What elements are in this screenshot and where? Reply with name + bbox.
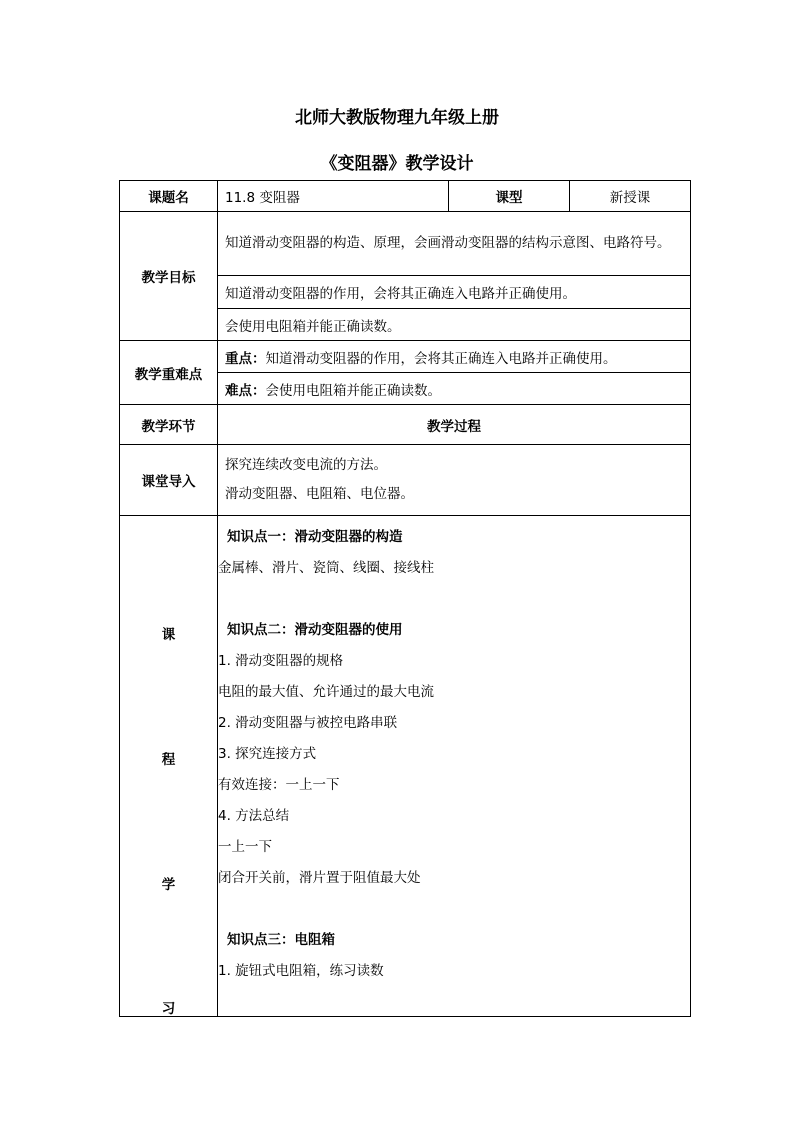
process-line: 1. 滑动变阻器的规格 (218, 653, 344, 669)
difficult-point (218, 373, 691, 405)
process-row (120, 516, 691, 1017)
difficult-point-label: 难点： (225, 382, 266, 399)
intro-content (218, 445, 691, 516)
lesson-plan-table (119, 180, 691, 1017)
blank-line (218, 584, 690, 615)
knowledge-point-heading: 知识点二：滑动变阻器的使用 (227, 622, 403, 638)
process-content (218, 516, 691, 1017)
document-title: 北师大教版物理九年级上册 (295, 108, 499, 128)
lesson-type-value: 新授课 (570, 181, 691, 212)
process-line: 闭合开关前，滑片置于阻值最大处 (218, 870, 421, 886)
process-line: 4. 方法总结 (218, 808, 290, 824)
section-header-left: 教学环节 (120, 405, 218, 445)
section-header-row (120, 405, 691, 445)
key-points-row (120, 341, 691, 373)
process-line: 一上一下 (218, 839, 272, 855)
process-label-char: 习 (161, 1001, 176, 1017)
key-points-label: 教学重难点 (120, 341, 218, 405)
intro-row (120, 445, 691, 516)
process-label-char: 程 (161, 752, 176, 768)
document-subtitle: 《变阻器》教学设计 (320, 154, 474, 174)
key-point-label: 重点： (225, 350, 266, 367)
goals-label: 教学目标 (120, 212, 218, 341)
goal-item: 知道滑动变阻器的构造、原理，会画滑动变阻器的结构示意图、电路符号。 (218, 212, 691, 276)
topic-label: 课题名 (120, 181, 218, 212)
process-label (120, 516, 218, 1017)
process-label-char: 课 (161, 627, 176, 643)
topic-row (120, 181, 691, 212)
intro-label: 课堂导入 (120, 445, 218, 516)
process-line: 2. 滑动变阻器与被控电路串联 (218, 715, 398, 731)
section-header-right: 教学过程 (218, 405, 691, 445)
topic-value: 11.8 变阻器 (218, 181, 449, 212)
process-line: 1. 旋钮式电阻箱，练习读数 (218, 963, 384, 979)
goal-item: 会使用电阻箱并能正确读数。 (218, 309, 691, 341)
intro-line: 探究连续改变电流的方法。 (225, 457, 387, 473)
knowledge-point-heading: 知识点三：电阻箱 (227, 932, 335, 948)
key-point (218, 341, 691, 373)
process-line: 电阻的最大值、允许通过的最大电流 (218, 684, 434, 700)
key-point-text: 知道滑动变阻器的作用，会将其正确连入电路并正确使用。 (265, 350, 617, 367)
process-line: 有效连接：一上一下 (218, 777, 340, 793)
goal-item: 知道滑动变阻器的作用，会将其正确连入电路并正确使用。 (218, 276, 691, 309)
difficult-point-text: 会使用电阻箱并能正确读数。 (265, 382, 441, 399)
lesson-type-label: 课型 (449, 181, 570, 212)
blank-line (218, 894, 690, 925)
process-label-char: 学 (161, 877, 176, 893)
process-line: 3. 探究连接方式 (218, 746, 317, 762)
process-line: 金属棒、滑片、瓷筒、线圈、接线柱 (218, 560, 434, 576)
goals-row (120, 212, 691, 276)
knowledge-point-heading: 知识点一：滑动变阻器的构造 (227, 529, 403, 545)
intro-line: 滑动变阻器、电阻箱、电位器。 (225, 486, 414, 502)
